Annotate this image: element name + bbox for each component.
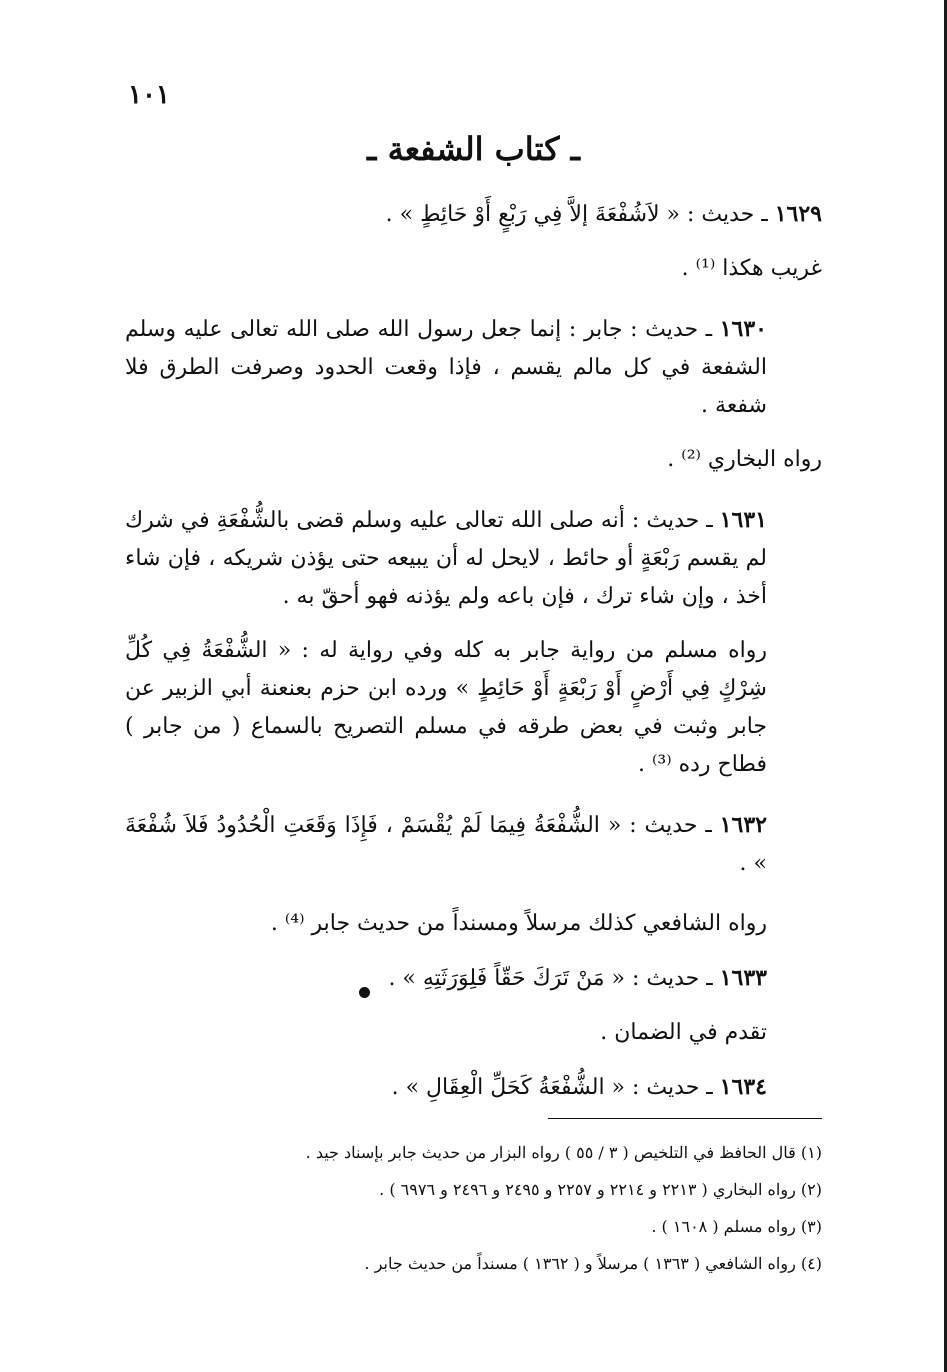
hadith-number: ١٦٣٤	[719, 1074, 767, 1100]
hadith-entry	[125, 501, 822, 616]
ink-dot	[359, 987, 370, 998]
footnote: (٣) رواه مسلم ( ١٦٠٨ ) .	[651, 1217, 822, 1236]
hadith-text: ـ حديث : جابر : إنما جعل رسول الله صلى الله تعالى عليه وسلم الشفعة في كل مالم يقسم ، فإذا وقعت الحدود وصرفت الطرق فلا شفعة .	[125, 317, 767, 418]
commentary: رواه البخاري ⁽²⁾ .	[667, 447, 822, 472]
hadith-text: ـ حديث : أنه صلى الله تعالى عليه وسلم قضى بالشُّفْعَةِ في شرك لم يقسم رَبْعَةٍ أو حائط ، لايحل له أن يبيعه حتى يؤذن شريكه ، فإن شاء أخذ ، وإن شاء ترك ، فإن باعه ولم يؤذنه فهو أحقّ به .	[125, 508, 767, 609]
commentary: رواه الشافعي كذلك مرسلاً ومسنداً من حديث جابر ⁽⁴⁾ .	[270, 911, 767, 936]
hadith-entry	[125, 806, 822, 883]
footnote-divider	[548, 1118, 822, 1119]
commentary: غريب هكذا ⁽¹⁾ .	[681, 256, 822, 281]
hadith-number: ١٦٣٠	[719, 316, 767, 342]
hadith-number: ١٦٣٣	[719, 965, 767, 991]
footnote: (١) قال الحافظ في التلخيص ( ٣ / ٥٥ ) رواه البزار من حديث جابر بإسناد جيد .	[305, 1143, 822, 1162]
commentary: رواه مسلم من رواية جابر به كله وفي رواية له : « الشُّفْعَةُ فِي كُلِّ شِرْكٍ فِي أَرْضٍ أَوْ رَبْعَةٍ أَوْ حَائِطٍ » ورده ابن حزم بعنعنة أبي الزبير عن جابر وثبت في بعض طرقه في مسلم التصريح بالسماع ( من جابر ) فطاح رده ⁽³⁾ .	[125, 638, 767, 777]
hadith-text: ـ حديث : « الشُّفْعَةُ فِيمَا لَمْ يُقْسَمْ ، فَإِذَا وَقَعَتِ الْحُدُودُ فَلاَ شُفْعَةَ » .	[125, 813, 767, 876]
commentary: تقدم في الضمان .	[600, 1020, 767, 1045]
hadith-text: ـ حديث : « مَنْ تَرَكَ حَقّاً فَلِوَرَثَتِهِ » .	[388, 966, 713, 991]
hadith-number: ١٦٣١	[719, 507, 767, 533]
page-number: ١٠١	[128, 80, 170, 110]
hadith-number: ١٦٢٩	[774, 201, 822, 227]
footnote: (٤) رواه الشافعي ( ١٣٦٣ ) مرسلاً و ( ١٣٦٢ ) مسنداً من حديث جابر .	[364, 1254, 822, 1273]
footnotes	[125, 1134, 822, 1282]
page-body	[125, 195, 822, 1107]
hadith-entry	[125, 959, 822, 998]
hadith-entry	[125, 195, 822, 234]
hadith-text: ـ حديث : « لاَشُفْعَةَ إلاَّ فِي رَبْعٍ أَوْ حَائِطٍ » .	[385, 202, 768, 227]
hadith-text: ـ حديث : « الشُّفْعَةُ كَحَلِّ الْعِقَالِ » .	[391, 1075, 713, 1100]
hadith-number: ١٦٣٢	[719, 812, 767, 838]
hadith-entry	[125, 1068, 822, 1107]
hadith-entry	[125, 310, 822, 425]
footnote: (٢) رواه البخاري ( ٢٢١٣ و ٢٢١٤ و ٢٢٥٧ و ٢٤٩٥ و ٢٤٩٦ و ٦٩٧٦ ) .	[379, 1180, 822, 1199]
chapter-title: ـ كتاب الشفعة ـ	[367, 130, 580, 168]
